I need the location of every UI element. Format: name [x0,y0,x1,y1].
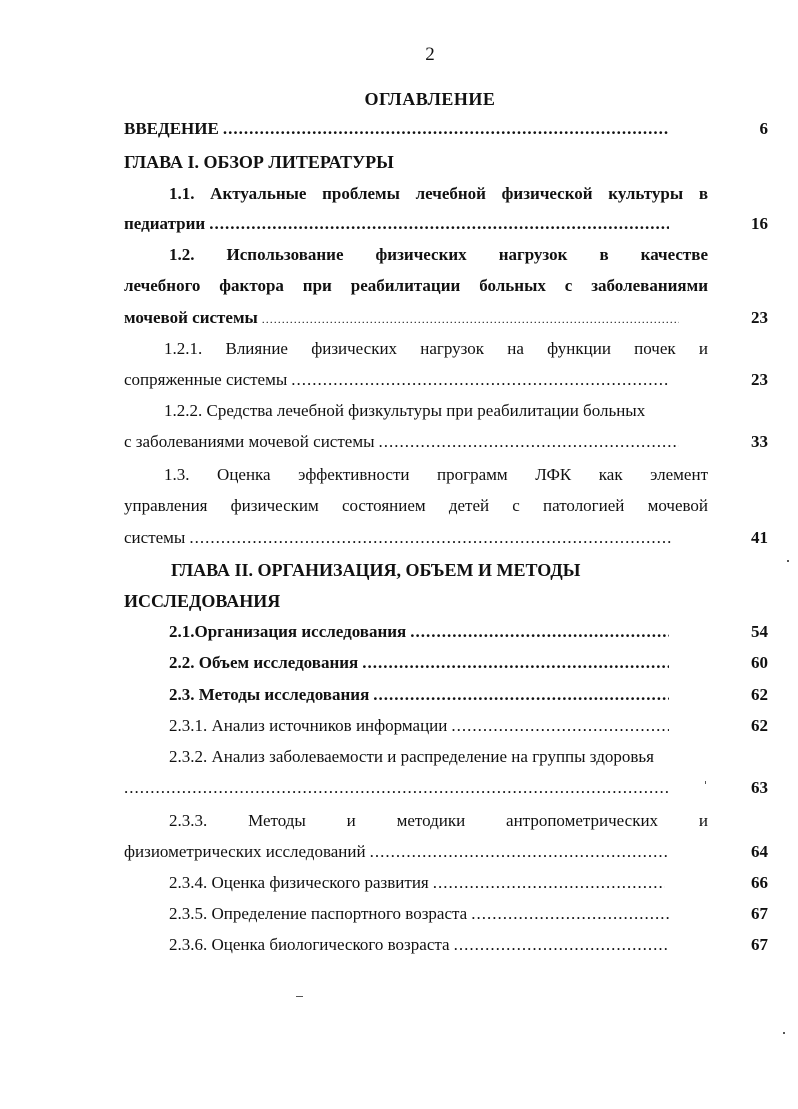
toc-page-2-1: 54 [751,622,768,641]
leader-dots [291,370,669,390]
toc-entry-label: ВВЕДЕНИЕ [124,119,219,138]
toc-entry-label: с заболеваниями мочевой системы [124,432,375,451]
leader-dots [124,778,669,798]
leader-dots [373,685,669,705]
leader-dots [379,432,680,452]
leader-dots [454,935,669,955]
leader-dots [471,904,669,924]
toc-page-2-3-4: 66 [751,873,768,892]
toc-page-2-3-6: 67 [751,935,768,954]
toc-entry-label: сопряженные системы [124,370,288,389]
toc-page-2-3-2: 63 [751,778,768,797]
leader-dots [209,214,669,234]
toc-entry-label: 2.3.1. Анализ источников информации [169,716,448,735]
toc-page-2-3-1: 62 [751,716,768,735]
toc-page-1-2-1: 23 [751,370,768,389]
toc-chapter-2-line2[interactable]: ИССЛЕДОВАНИЯ [124,591,281,611]
toc-entry-1-2-2-line2[interactable] [124,432,679,452]
toc-entry-label: 2.3.5. Определение паспортного возраста [169,904,468,923]
toc-page-1-3: 41 [751,528,768,547]
toc-entry-1-2-line2[interactable]: лечебного фактора при реабилитации больных с заболеваниями [124,276,708,295]
toc-entry-1-1-line1[interactable]: 1.1. Актуальные проблемы лечебной физической культуры в [169,184,708,203]
toc-entry-label: 2.3.6. Оценка биологического возраста [169,935,450,954]
scan-speck [296,996,303,997]
toc-page-2-3-3: 64 [751,842,768,861]
toc-entry-2-1[interactable] [169,622,669,642]
toc-entry-2-3-5[interactable] [169,904,669,924]
toc-chapter-2-line1[interactable]: ГЛАВА II. ОРГАНИЗАЦИЯ, ОБЪЕМ И МЕТОДЫ [171,560,581,580]
toc-entry-label: 2.3. Методы исследования [169,685,370,704]
toc-page-intro: 6 [759,119,768,138]
toc-page-2-3: 62 [751,685,768,704]
toc-entry-2-3-2-line2[interactable] [124,778,669,798]
leader-dots [362,653,669,673]
toc-entry-1-2-1-line2[interactable] [124,370,669,390]
toc-entry-2-3-4[interactable] [169,873,665,893]
toc-page-2-2: 60 [751,653,768,672]
toc-entry-2-3-1[interactable] [169,716,669,736]
toc-entry-1-2-line3[interactable] [124,308,679,328]
toc-entry-label: педиатрии [124,214,206,233]
leader-dots [410,622,669,642]
toc-entry-label: мочевой системы [124,308,258,327]
leader-dots [189,528,672,548]
page-number: 2 [425,44,435,65]
leader-dots [262,312,679,327]
leader-dots [370,842,669,862]
toc-entry-1-3-line3[interactable] [124,528,672,548]
toc-entry-label: физиометрических исследований [124,842,366,861]
scan-speck [705,781,706,784]
toc-entry-1-3-line1[interactable]: 1.3. Оценка эффективности программ ЛФК как элемент [164,465,708,484]
scan-speck [783,1032,785,1034]
toc-chapter-1[interactable]: ГЛАВА I. ОБЗОР ЛИТЕРАТУРЫ [124,152,394,172]
leader-dots [433,873,665,893]
toc-entry-2-3-6[interactable] [169,935,669,955]
toc-page-1-2-2: 33 [751,432,768,451]
leader-dots [223,119,669,139]
toc-entry-2-2[interactable] [169,653,669,673]
toc-entry-1-1-line2[interactable] [124,214,669,234]
toc-entry-label: 2.3.4. Оценка физического развития [169,873,429,892]
leader-dots [451,716,669,736]
toc-entry-2-3[interactable] [169,685,669,705]
toc-page-2-3-5: 67 [751,904,768,923]
toc-entry-label: системы [124,528,186,547]
toc-entry-1-3-line2[interactable]: управления физическим состоянием детей с патологией мочевой [124,496,708,515]
toc-entry-2-3-3-line2[interactable] [124,842,669,862]
toc-title: ОГЛАВЛЕНИЕ [364,89,496,109]
scan-speck [787,560,789,562]
toc-entry-2-3-3-line1[interactable]: 2.3.3. Методы и методики антропометрических и [169,811,708,830]
toc-entry-1-2-1-line1[interactable]: 1.2.1. Влияние физических нагрузок на функции почек и [164,339,708,358]
toc-entry-label: 2.2. Объем исследования [169,653,359,672]
toc-entry-1-2-line1[interactable]: 1.2. Использование физических нагрузок в качестве [169,245,708,264]
toc-entry-2-3-2-line1[interactable]: 2.3.2. Анализ заболеваемости и распределение на группы здоровья [169,747,654,766]
toc-entry-1-2-2-line1[interactable]: 1.2.2. Средства лечебной физкультуры при реабилитации больных [164,401,646,420]
toc-page-1-2: 23 [751,308,768,327]
toc-entry-label: 2.1.Организация исследования [169,622,407,641]
toc-entry-intro[interactable] [124,119,669,139]
toc-page-1-1: 16 [751,214,768,233]
